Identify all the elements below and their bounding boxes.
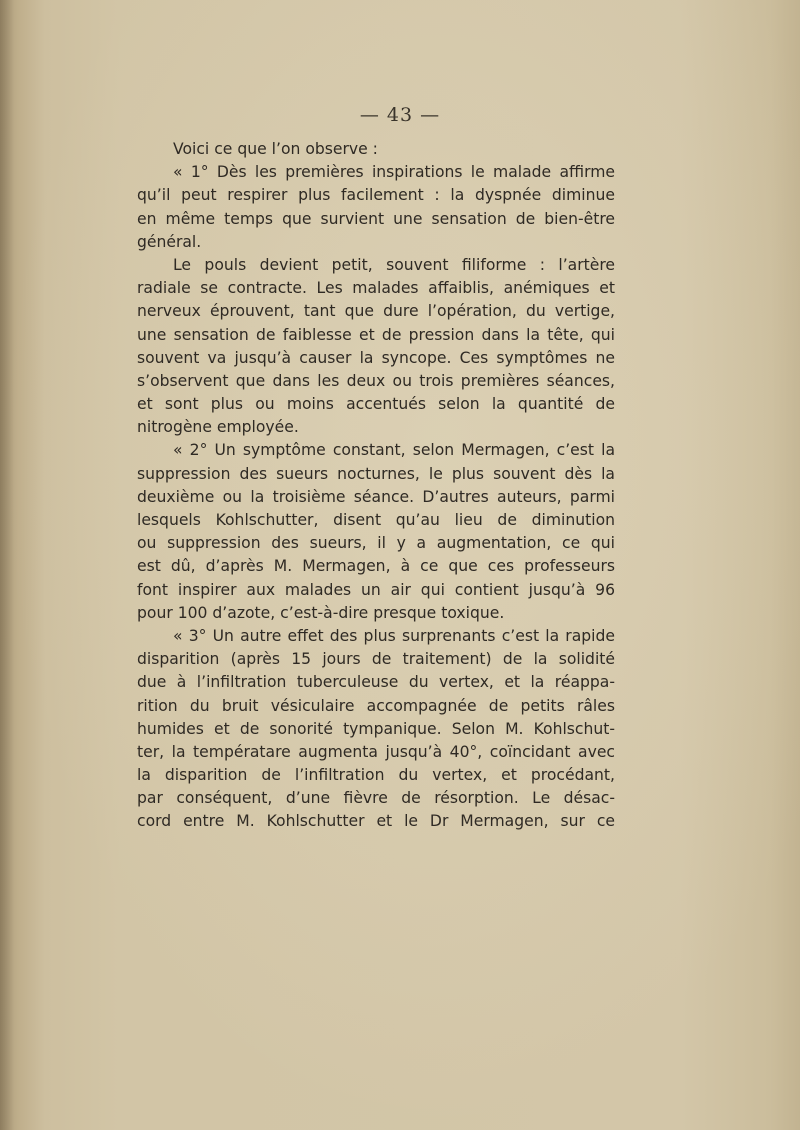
- text-line: deuxième ou la troisième séance. D’autres auteurs, parmi: [137, 487, 615, 506]
- text-line: en même temps que survient une sensation de bien-être: [137, 209, 615, 228]
- text-line: pour 100 d’azote, c’est-à-dire presque toxique.: [137, 603, 505, 622]
- text-line: général.: [137, 232, 202, 251]
- text-line: nerveux éprouvent, tant que dure l’opération, du vertige,: [137, 302, 615, 321]
- text-line: rition du bruit vésiculaire accompagnée de petits râles: [137, 696, 615, 715]
- text-line: humides et de sonorité tympanique. Selon M. Kohlschut-: [137, 719, 615, 738]
- text-line: par conséquent, d’une fièvre de résorption. Le désac-: [137, 789, 615, 808]
- text-line: lesquels Kohlschutter, disent qu’au lieu de diminution: [137, 511, 615, 529]
- text-line: et sont plus ou moins accentués selon la quantité de: [137, 395, 615, 414]
- text-line: s’observent que dans les deux ou trois premières séances,: [137, 371, 615, 390]
- text-line: la disparition de l’infiltration du vertex, et procédant,: [137, 766, 615, 785]
- text-line: « 1° Dès les premières inspirations le malade affirme: [173, 163, 615, 182]
- text-line: « 3° Un autre effet des plus surprenants c’est la rapide: [173, 626, 615, 645]
- text-line: une sensation de faiblesse et de pression dans la tête, qui: [137, 325, 615, 344]
- text-line: font inspirer aux malades un air qui contient jusqu’à 96: [137, 580, 615, 599]
- page-number: — 43 —: [359, 104, 441, 126]
- text-line: nitrogène employée.: [137, 418, 299, 437]
- text-line: suppression des sueurs nocturnes, le plus souvent dès la: [137, 464, 615, 483]
- text-line: due à l’infiltration tuberculeuse du vertex, et la réappa-: [137, 673, 615, 692]
- body-text: [137, 138, 615, 834]
- text-line: radiale se contracte. Les malades affaiblis, anémiques et: [137, 279, 615, 298]
- text-line: Voici ce que l’on observe :: [173, 140, 378, 158]
- text-line: cord entre M. Kohlschutter et le Dr Mermagen, sur ce: [137, 812, 615, 831]
- text-line: ter, la températare augmenta jusqu’à 40°, coïncidant avec: [137, 742, 615, 761]
- text-line: disparition (après 15 jours de traitement) de la solidité: [137, 650, 615, 669]
- text-line: Le pouls devient petit, souvent filiforme : l’artère: [173, 255, 615, 274]
- text-line: souvent va jusqu’à causer la syncope. Ces symptômes ne: [137, 348, 615, 367]
- text-line: ou suppression des sueurs, il y a augmentation, ce qui: [137, 534, 615, 553]
- text-line: qu’il peut respirer plus facilement : la dyspnée diminue: [137, 186, 615, 205]
- text-line: « 2° Un symptôme constant, selon Mermagen, c’est la: [173, 441, 615, 460]
- text-line: est dû, d’après M. Mermagen, à ce que ces professeurs: [137, 557, 615, 576]
